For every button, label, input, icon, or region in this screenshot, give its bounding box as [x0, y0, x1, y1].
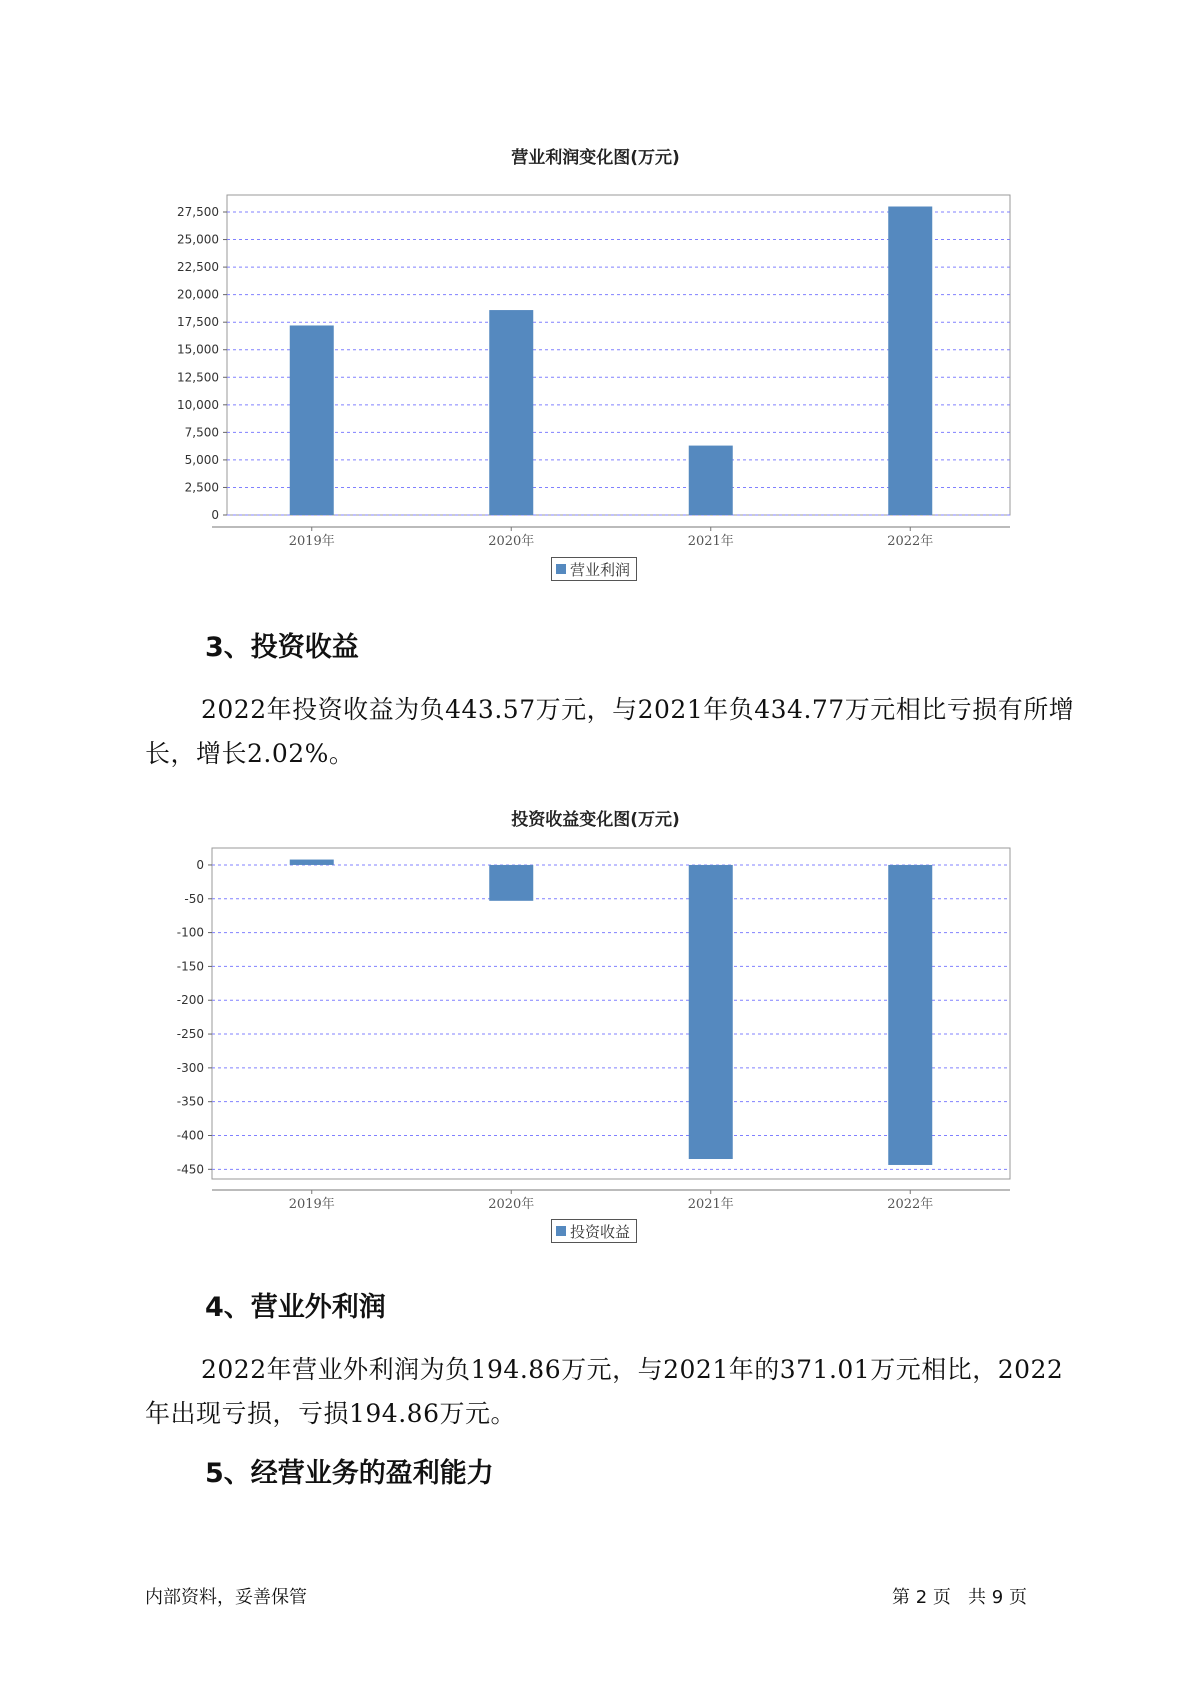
- bar-2020年: [489, 865, 533, 901]
- section-4-text: 2022年营业外利润为负194.86万元，与2021年的371.01万元相比，2022年出现亏损，亏损194.86万元。: [145, 1355, 1064, 1428]
- y-tick-label: -300: [176, 1060, 204, 1075]
- y-tick-label: 15,000: [177, 342, 219, 357]
- x-tick-label: 2021年: [687, 534, 734, 549]
- y-tick-label: 12,500: [177, 370, 219, 385]
- y-tick-label: -400: [176, 1128, 204, 1143]
- y-tick-label: 22,500: [177, 260, 219, 275]
- x-tick-label: 2019年: [288, 534, 335, 549]
- section-5-heading: 5、经营业务的盈利能力: [205, 1458, 494, 1489]
- y-tick-label: 2,500: [184, 480, 219, 495]
- legend-label: 投资收益: [570, 1222, 631, 1241]
- x-tick-label: 2020年: [488, 1197, 535, 1212]
- x-tick-label: 2022年: [887, 534, 934, 549]
- section-3-heading: 3、投资收益: [205, 632, 359, 663]
- y-tick-label: -450: [176, 1162, 204, 1177]
- y-tick-label: 5,000: [184, 452, 219, 467]
- x-tick-label: 2022年: [887, 1197, 934, 1212]
- bar-2021年: [689, 865, 733, 1159]
- y-tick-label: 27,500: [177, 205, 219, 220]
- y-tick-label: -150: [176, 959, 204, 974]
- bar-2022年: [888, 865, 932, 1165]
- y-tick-label: -250: [176, 1027, 204, 1042]
- section-4-heading: 4、营业外利润: [205, 1292, 386, 1323]
- y-tick-label: 25,000: [177, 232, 219, 247]
- x-tick-label: 2020年: [488, 534, 535, 549]
- y-tick-label: 0: [196, 857, 204, 872]
- y-tick-label: -50: [184, 891, 204, 906]
- y-tick-label: 0: [211, 508, 219, 522]
- section-3-text: 2022年投资收益为负443.57万元，与2021年负434.77万元相比亏损有所增长，增长2.02%。: [145, 695, 1075, 768]
- y-tick-label: -200: [176, 993, 204, 1008]
- legend-label: 营业利润: [570, 560, 631, 579]
- chart-title-investment-income: 投资收益变化图(万元): [511, 810, 680, 830]
- footer-confidential: 内部资料，妥善保管: [145, 1587, 307, 1608]
- y-tick-label: 17,500: [177, 315, 219, 330]
- bar-2019年: [290, 860, 334, 865]
- legend-investment-income: [551, 1219, 637, 1243]
- y-tick-label: 10,000: [177, 397, 219, 412]
- y-tick-label: -100: [176, 925, 204, 940]
- x-tick-label: 2021年: [687, 1197, 734, 1212]
- y-tick-label: 7,500: [184, 425, 219, 440]
- legend-swatch: [556, 1226, 566, 1236]
- y-tick-label: 20,000: [177, 287, 219, 302]
- y-tick-label: -350: [176, 1094, 204, 1109]
- footer-page-number: 第 2 页 共 9 页: [892, 1587, 1027, 1608]
- x-tick-label: 2019年: [288, 1197, 335, 1212]
- chart-title-operating-profit: 营业利润变化图(万元): [511, 148, 680, 168]
